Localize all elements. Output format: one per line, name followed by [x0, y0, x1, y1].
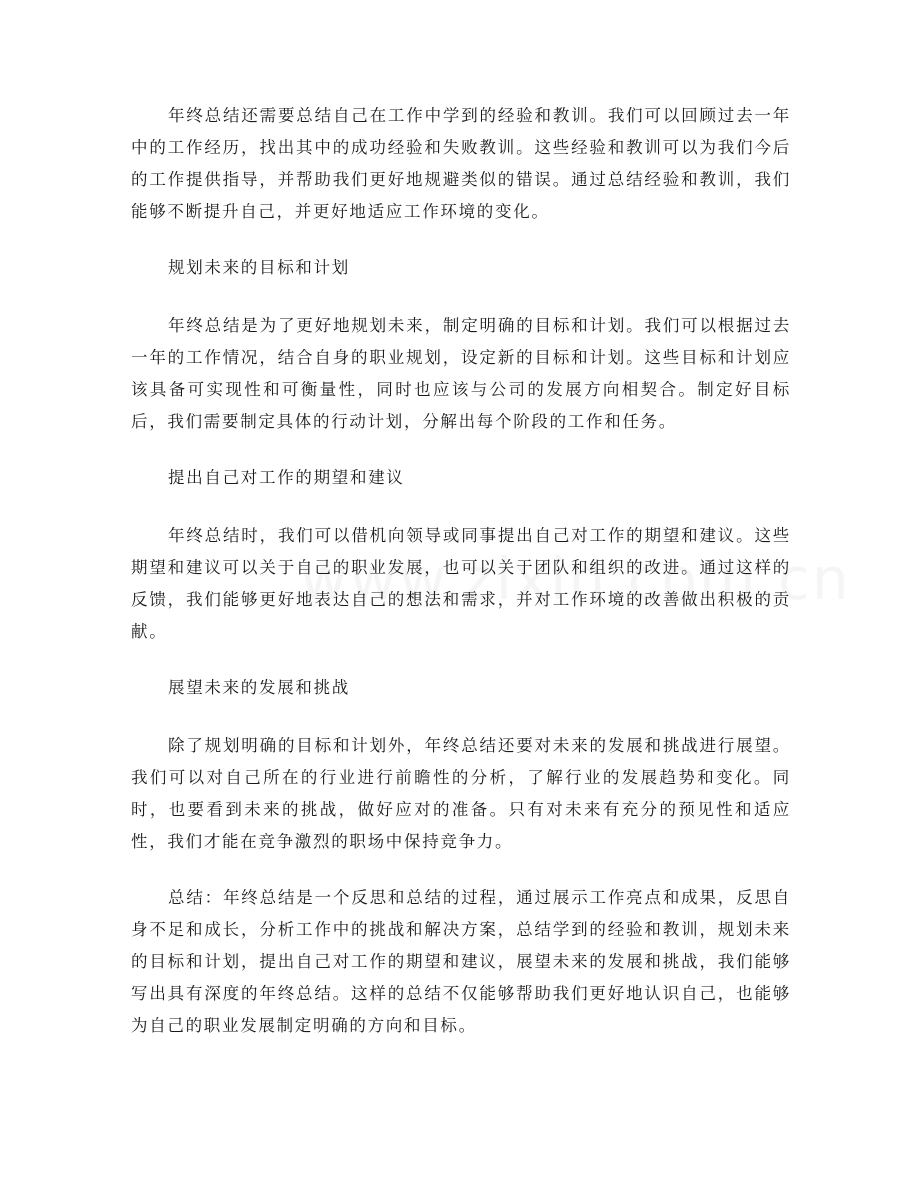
paragraph-lessons: 年终总结还需要总结自己在工作中学到的经验和教训。我们可以回顾过去一年中的工作经历，找出其中的成功经验和失败教训。这些经验和教训可以为我们今后的工作提供指导，并帮助我们更好地规避类似的错误。通过总结经验和教训，我们能够不断提升自己，并更好地适应工作环境的变化。	[131, 106, 791, 221]
heading-outlook: 展望未来的发展和挑战	[168, 678, 350, 697]
paragraph-outlook: 除了规划明确的目标和计划外，年终总结还要对未来的发展和挑战进行展望。我们可以对自己所在的行业进行前瞻性的分析，了解行业的发展趋势和变化。同时，也要看到未来的挑战，做好应对的准备。只有对未来有充分的预见性和适应性，我们才能在竞争激烈的职场中保持竞争力。	[131, 736, 791, 851]
heading-expectations: 提出自己对工作的期望和建议	[168, 468, 405, 487]
paragraph-conclusion: 总结：年终总结是一个反思和总结的过程，通过展示工作亮点和成果，反思自身不足和成长，分析工作中的挑战和解决方案，总结学到的经验和教训，规划未来的目标和计划，提出自己对工作的期望和建议，展望未来的发展和挑战，我们能够写出具有深度的年终总结。这样的总结不仅能够帮助我们更好地认识自己，也能够为自己的职业发展制定明确的方向和目标。	[131, 888, 791, 1035]
paragraph-plan-future: 年终总结是为了更好地规划未来，制定明确的目标和计划。我们可以根据过去一年的工作情况，结合自身的职业规划，设定新的目标和计划。这些目标和计划应该具备可实现性和可衡量性，同时也应该与公司的发展方向相契合。制定好目标后，我们需要制定具体的行动计划，分解出每个阶段的工作和任务。	[131, 316, 791, 431]
paragraph-expectations: 年终总结时，我们可以借机向领导或同事提出自己对工作的期望和建议。这些期望和建议可以关于自己的职业发展，也可以关于团队和组织的改进。通过这样的反馈，我们能够更好地表达自己的想法和需求，并对工作环境的改善做出积极的贡献。	[131, 526, 791, 641]
document-body	[131, 100, 791, 1042]
heading-plan-future: 规划未来的目标和计划	[168, 258, 350, 277]
